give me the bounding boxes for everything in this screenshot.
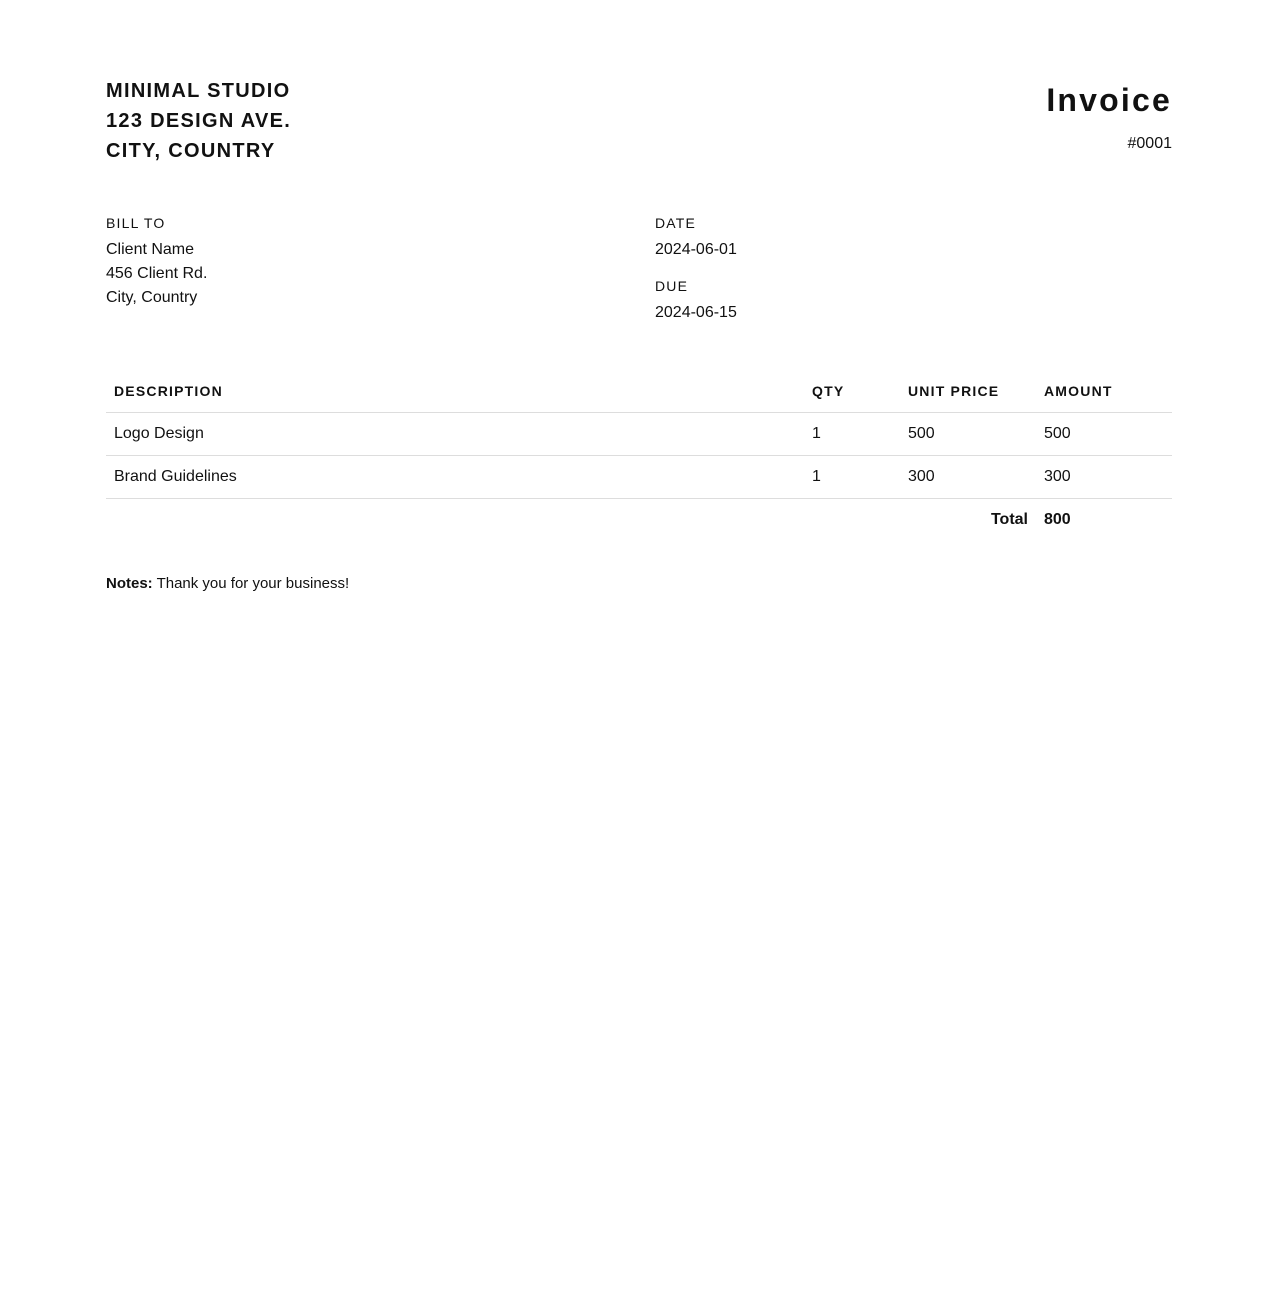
date-value: 2024-06-01 [655,241,737,258]
table-row [106,413,1172,456]
item-qty: 1 [804,413,900,456]
invoice-meta [106,214,1172,334]
table-header-row [106,370,1172,413]
invoice-page [106,0,1172,592]
item-description: Brand Guidelines [106,456,804,499]
client-address-line2: City, Country [106,289,198,306]
item-description: Logo Design [106,413,804,456]
invoice-header [106,0,1172,200]
client-address-line1: 456 Client Rd. [106,265,208,282]
due-value: 2024-06-15 [655,304,737,321]
due-label: DUE [655,278,689,294]
notes-label: Notes: [106,575,153,592]
date-label: DATE [655,215,697,231]
company-block [106,76,291,166]
header-amount: AMOUNT [1036,370,1172,413]
invoice-number: #0001 [1127,135,1172,152]
client-name: Client Name [106,241,195,258]
dates-block [655,214,737,325]
item-qty: 1 [804,456,900,499]
invoice-title: Invoice [1046,82,1172,118]
item-amount: 300 [1036,456,1172,499]
line-items-table [106,370,1172,541]
company-address-line2: CITY, COUNTRY [106,140,276,162]
bill-to-label: BILL TO [106,215,166,231]
bill-to-block [106,214,207,310]
total-label: Total [990,511,1028,528]
company-name: MINIMAL STUDIO [106,80,291,102]
item-amount: 500 [1036,413,1172,456]
header-qty: QTY [804,370,900,413]
item-unit-price: 300 [900,456,1036,499]
total-value: 800 [1044,511,1071,528]
notes [106,574,349,594]
company-address-line1: 123 DESIGN AVE. [106,110,292,132]
header-description: DESCRIPTION [106,370,804,413]
notes-text: Thank you for your business! [156,575,350,592]
total-row [106,499,1172,542]
table-row [106,456,1172,499]
header-unit-price: UNIT PRICE [900,370,1036,413]
item-unit-price: 500 [900,413,1036,456]
